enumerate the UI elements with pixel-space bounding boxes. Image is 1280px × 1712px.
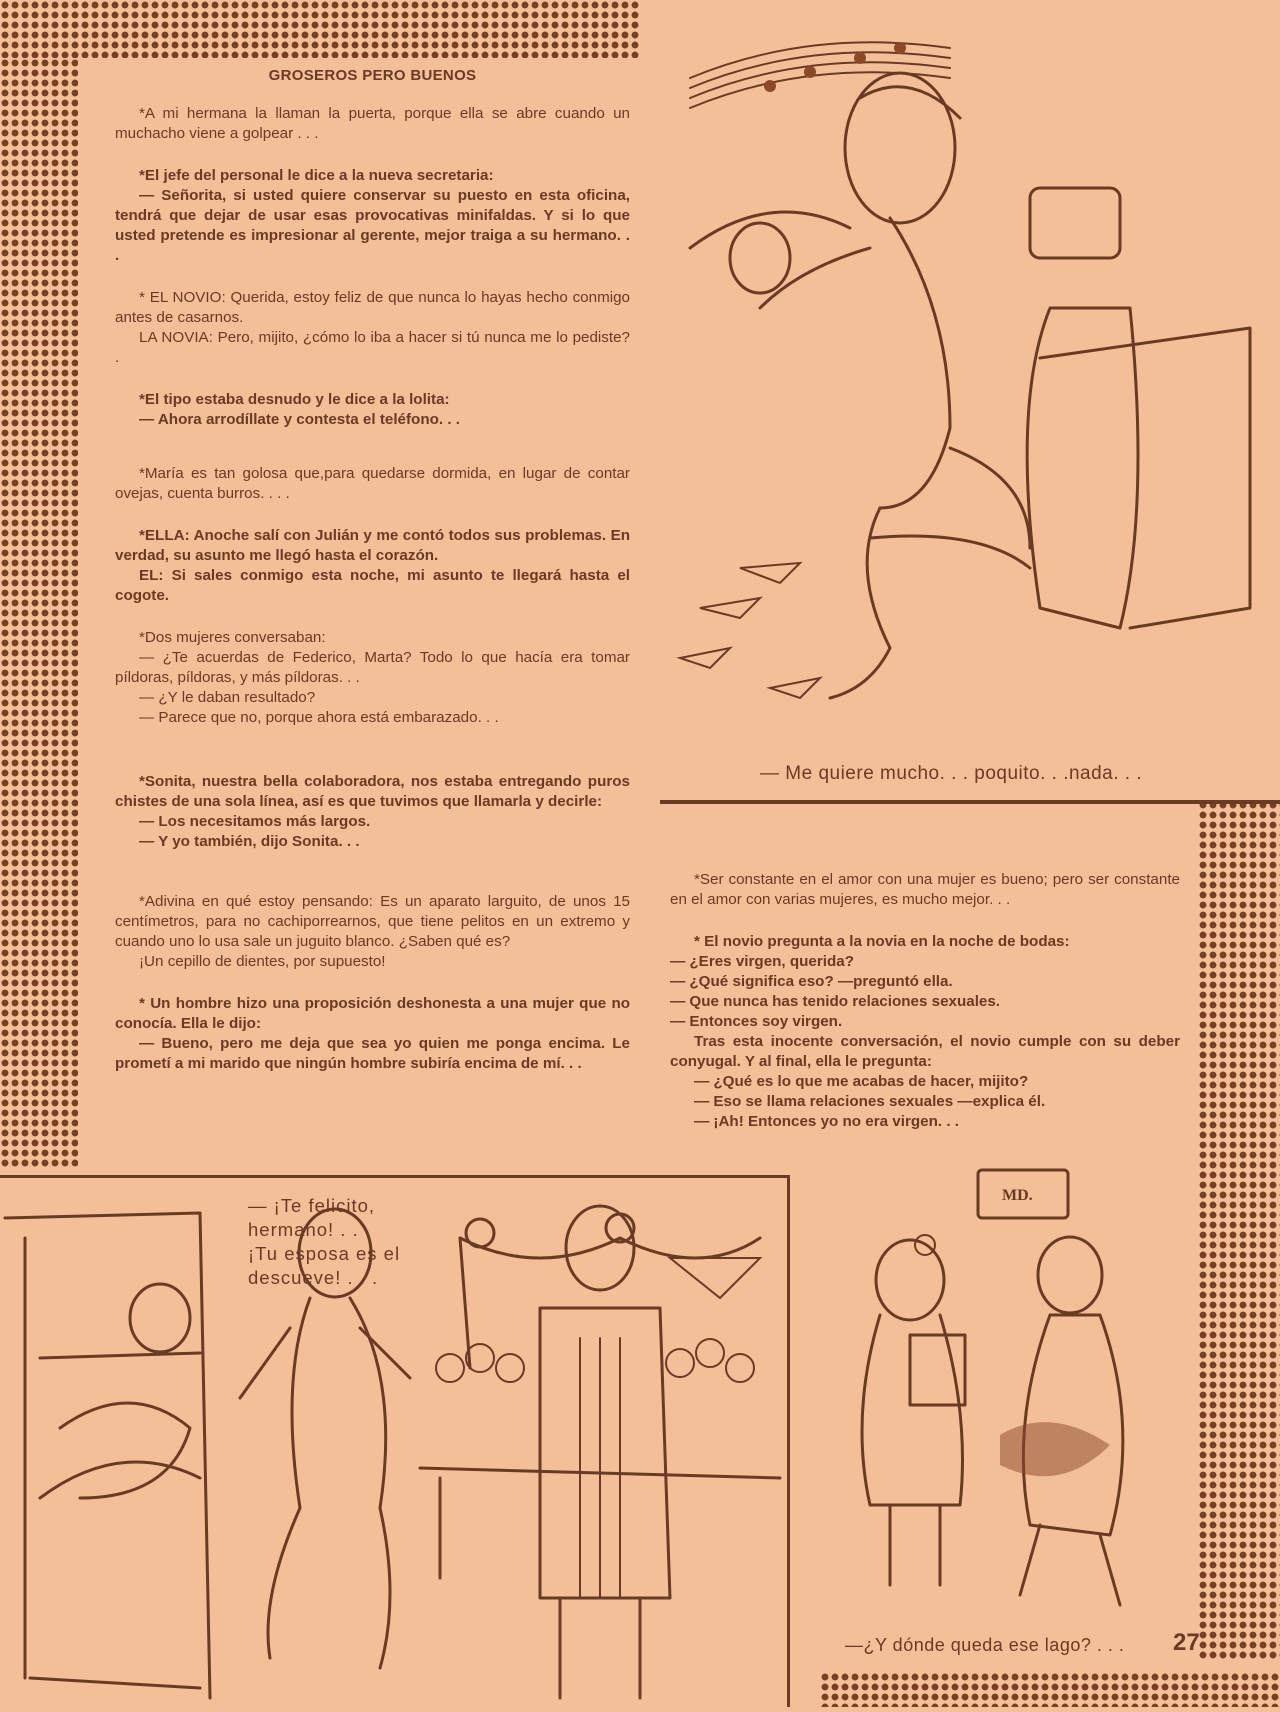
- halftone-border-top: [0, 0, 640, 58]
- jokes-column-right: [670, 870, 1180, 1132]
- joke-7: *Dos mujeres conversaban: — ¿Te acuerdas de Federico, Marta? Todo lo que hacía era tomar píldoras, píldoras, y más píldoras. . . — ¿Y le daban resultado? — Parece que no, porque ahora está embarazado. . .: [115, 629, 630, 726]
- cartoon-doctor-illustration: [820, 1165, 1190, 1625]
- doctor-sign-label: MD.: [1002, 1187, 1033, 1204]
- joke-3: * EL NOVIO: Querida, estoy feliz de que nunca lo hayas hecho conmigo antes de casarnos. LA NOVIA: Pero, mijito, ¿cómo lo iba a hacer si tú nunca me lo pediste? .: [115, 289, 630, 366]
- article-title: GROSEROS PERO BUENOS: [268, 67, 477, 84]
- jokes-column-left: [115, 66, 630, 1096]
- joke-6: *ELLA: Anoche salí con Julián y me contó todos sus problemas. En verdad, su asunto me llegó hasta el corazón. EL: Si sales conmigo esta noche, mi asunto te llegará hasta el cogote.: [115, 527, 630, 604]
- caption-doctor-cartoon: —¿Y dónde queda ese lago? . . .: [845, 1635, 1125, 1655]
- horizontal-divider: [660, 800, 1280, 804]
- halftone-border-left: [0, 58, 78, 1168]
- joke-8: *Sonita, nuestra bella colaboradora, nos estaba entregando puros chistes de una sola línea, así es que tuvimos que llamarla y decirle: — Los necesitamos más largos. — Y yo también, dijo Sonita. . .: [115, 773, 630, 850]
- page-number: 27: [1173, 1629, 1200, 1656]
- joke-4: *El tipo estaba desnudo y le dice a la lolita: — Ahora arrodíllate y contesta el teléfono. . .: [139, 391, 460, 428]
- halftone-border-right: [1198, 800, 1280, 1660]
- speech-bubble-wedding: — ¡Te felicito, hermano! . . . ¡Tu esposa es el descueve! . . .: [248, 1195, 401, 1288]
- caption-top-cartoon: — Me quiere mucho. . . poquito. . .nada. . .: [760, 763, 1143, 784]
- joke-right-2: * El novio pregunta a la novia en la noche de bodas: — ¿Eres virgen, querida? — ¿Qué significa eso? —preguntó ella. — Que nunca has tenido relaciones sexuales. — Entonces soy virgen. Tras esta inocente conversación, el novio cumple con su deber conyugal. Y al final, ella le pregunta: — ¿Qué es lo que me acabas de hacer, mijito? — Eso se llama relaciones sexuales —explica él. — ¡Ah! Entonces yo no era virgen. . .: [670, 933, 1180, 1130]
- joke-10: * Un hombre hizo una proposición deshonesta a una mujer que no conocía. Ella le dijo: — Bueno, pero me deja que sea yo quien me ponga encima. Le prometí a mi marido que ningún hombre subiría encima de mí. . .: [115, 995, 630, 1072]
- halftone-border-bottom: [820, 1672, 1280, 1707]
- joke-5: *María es tan golosa que,para quedarse dormida, en lugar de contar ovejas, cuenta burros. . . .: [115, 465, 630, 502]
- joke-2: *El jefe del personal le dice a la nueva secretaria: — Señorita, si usted quiere conservar su puesto en esta oficina, tendrá que dejar de usar esas provocativas minifaldas. Y si lo que usted pretende es impresionar al gerente, mejor traiga a su hermano. . .: [115, 167, 630, 264]
- joke-right-1: *Ser constante en el amor con una mujer es bueno; pero ser constante en el amor con varias mujeres, es mucho mejor. . .: [670, 871, 1180, 908]
- joke-9: *Adivina en qué estoy pensando: Es un aparato larguito, de unos 15 centímetros, para no cachiporrearnos, que tiene pelitos en un extremo y cuando uno lo usa sale un juguito blanco. ¿Saben qué es? ¡Un cepillo de dientes, por supuesto!: [115, 893, 630, 970]
- cartoon-frame-right: [787, 1175, 790, 1707]
- joke-1: *A mi hermana la llaman la puerta, porque ella se abre cuando un muchacho viene a golpear . . .: [115, 105, 630, 142]
- cartoon-toilet-illustration: [650, 8, 1280, 768]
